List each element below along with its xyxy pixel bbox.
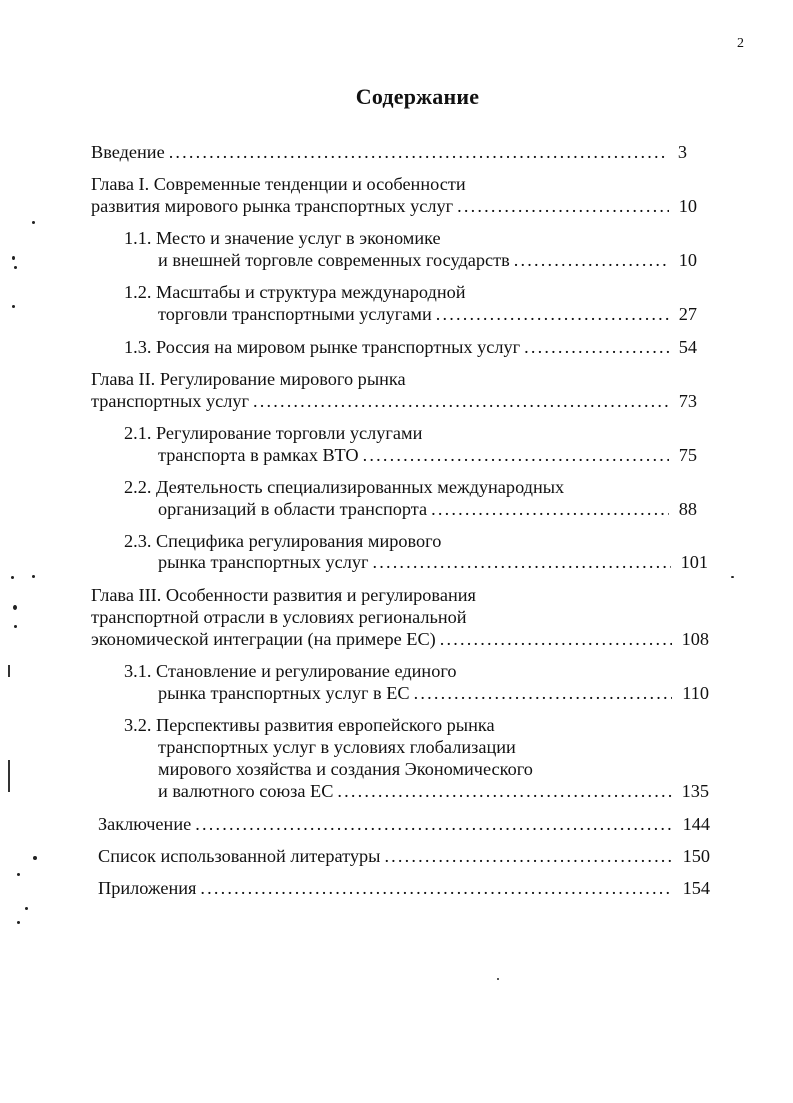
toc-page-number: 135 <box>681 781 709 801</box>
toc-entry-section-1-2-line-1: 1.2. Масштабы и структура международной <box>124 282 466 302</box>
scan-artifact <box>8 760 10 792</box>
toc-entry-title: Приложения <box>98 878 197 898</box>
toc-entry-title: транспорта в рамках ВТО <box>158 445 359 465</box>
toc-entry-section-2-3-line-1: 2.3. Специфика регулирования мирового <box>124 531 442 551</box>
toc-entry-title: развития мирового рынка транспортных услуг <box>91 196 454 216</box>
toc-page-number: 10 <box>678 196 697 216</box>
scan-artifact <box>25 907 28 910</box>
toc-entry-section-1-1-line-1: 1.1. Место и значение услуг в экономике <box>124 228 441 248</box>
toc-leader-dots <box>372 551 670 573</box>
scan-artifact <box>14 625 17 628</box>
toc-leader-dots <box>363 444 669 466</box>
toc-page-number: 110 <box>682 683 709 703</box>
toc-entry-section-3-2-line-2: транспортных услуг в условиях глобализации <box>158 737 516 757</box>
scan-artifact <box>17 921 20 924</box>
toc-entry-chapter-3-line-1: Глава III. Особенности развития и регулирования <box>91 585 476 605</box>
scan-artifact <box>17 873 20 876</box>
toc-entry-chapter-1 <box>91 195 697 217</box>
toc-entry-conclusion <box>98 813 710 835</box>
toc-entry-section-1-1 <box>158 249 697 271</box>
scan-artifact <box>11 576 14 579</box>
toc-leader-dots <box>414 682 673 704</box>
toc-entry-title: транспортных услуг <box>91 391 249 411</box>
toc-leader-dots <box>169 141 668 163</box>
toc-entry-section-1-2 <box>158 303 697 325</box>
toc-entry-section-1-3 <box>124 336 697 358</box>
toc-entry-title: и валютного союза ЕС <box>158 781 334 801</box>
toc-page-number: 3 <box>677 142 687 162</box>
toc-leader-dots <box>457 195 669 217</box>
toc-entry-title: экономической интеграции (на примере ЕС) <box>91 629 436 649</box>
toc-entry-appendices <box>98 877 710 899</box>
toc-entry-chapter-2 <box>91 390 697 412</box>
toc-entry-chapter-2-line-1: Глава II. Регулирование мирового рынка <box>91 369 406 389</box>
toc-page-number: 108 <box>681 629 709 649</box>
toc-page-number: 150 <box>682 846 710 866</box>
page-number: 2 <box>737 36 744 51</box>
toc-leader-dots <box>524 336 669 358</box>
toc-entry-title: торговли транспортными услугами <box>158 304 432 324</box>
scan-artifact <box>32 221 35 224</box>
toc-leader-dots <box>514 249 669 271</box>
toc-entry-chapter-1-line-1: Глава I. Современные тенденции и особенности <box>91 174 466 194</box>
toc-entry-section-2-1-line-1: 2.1. Регулирование торговли услугами <box>124 423 423 443</box>
toc-entry-section-2-1 <box>158 444 697 466</box>
toc-leader-dots <box>440 628 672 650</box>
toc-entry-title: и внешней торговле современных государств <box>158 250 510 270</box>
toc-entry-chapter-3-line-2: транспортной отрасли в условиях региональной <box>91 607 467 627</box>
toc-entry-chapter-3 <box>91 628 709 650</box>
toc-entry-title: 1.3. Россия на мировом рынке транспортных услуг <box>124 337 521 357</box>
scan-artifact <box>12 305 15 308</box>
toc-page-number: 27 <box>678 304 697 324</box>
toc-page-number: 144 <box>682 814 710 834</box>
toc-page-number: 154 <box>682 878 710 898</box>
toc-entry-section-2-2 <box>158 498 697 520</box>
scan-artifact <box>13 605 17 610</box>
toc-page-number: 54 <box>678 337 697 357</box>
toc-leader-dots <box>436 303 669 325</box>
toc-entry-bibliography <box>98 845 710 867</box>
toc-entry-section-3-2 <box>158 780 709 802</box>
toc-page-number: 101 <box>680 552 708 572</box>
toc-entry-section-3-2-line-3: мирового хозяйства и создания Экономического <box>158 759 533 779</box>
toc-entry-title: Список использованной литературы <box>98 846 381 866</box>
toc-entry-title: организаций в области транспорта <box>158 499 428 519</box>
toc-leader-dots <box>337 780 671 802</box>
scan-artifact <box>14 266 17 269</box>
toc-entry-title: Заключение <box>98 814 192 834</box>
toc-leader-dots <box>200 877 672 899</box>
toc-entry-title: рынка транспортных услуг в ЕС <box>158 683 410 703</box>
scan-artifact <box>497 978 499 980</box>
toc-page-number: 73 <box>678 391 697 411</box>
toc-entry-section-2-3 <box>158 551 708 573</box>
toc-entry-section-3-1 <box>158 682 709 704</box>
scan-artifact <box>8 665 10 677</box>
scan-artifact <box>32 575 35 578</box>
toc-entry-title: рынка транспортных услуг <box>158 552 369 572</box>
toc-entry-title: Введение <box>91 142 165 162</box>
toc-page-number: 88 <box>678 499 697 519</box>
toc-entry-introduction <box>91 141 687 163</box>
scan-artifact <box>33 856 37 860</box>
toc-entry-section-3-2-line-1: 3.2. Перспективы развития европейского рынка <box>124 715 495 735</box>
page-title: Содержание <box>355 84 480 109</box>
toc-leader-dots <box>384 845 672 867</box>
toc-leader-dots <box>195 813 672 835</box>
toc-leader-dots <box>253 390 669 412</box>
toc-entry-section-2-2-line-1: 2.2. Деятельность специализированных международных <box>124 477 565 497</box>
toc-page-number: 10 <box>678 250 697 270</box>
toc-leader-dots <box>431 498 669 520</box>
toc-page-number: 75 <box>678 445 697 465</box>
toc-entry-section-3-1-line-1: 3.1. Становление и регулирование единого <box>124 661 457 681</box>
scan-artifact <box>12 256 15 260</box>
scan-artifact <box>731 576 734 578</box>
